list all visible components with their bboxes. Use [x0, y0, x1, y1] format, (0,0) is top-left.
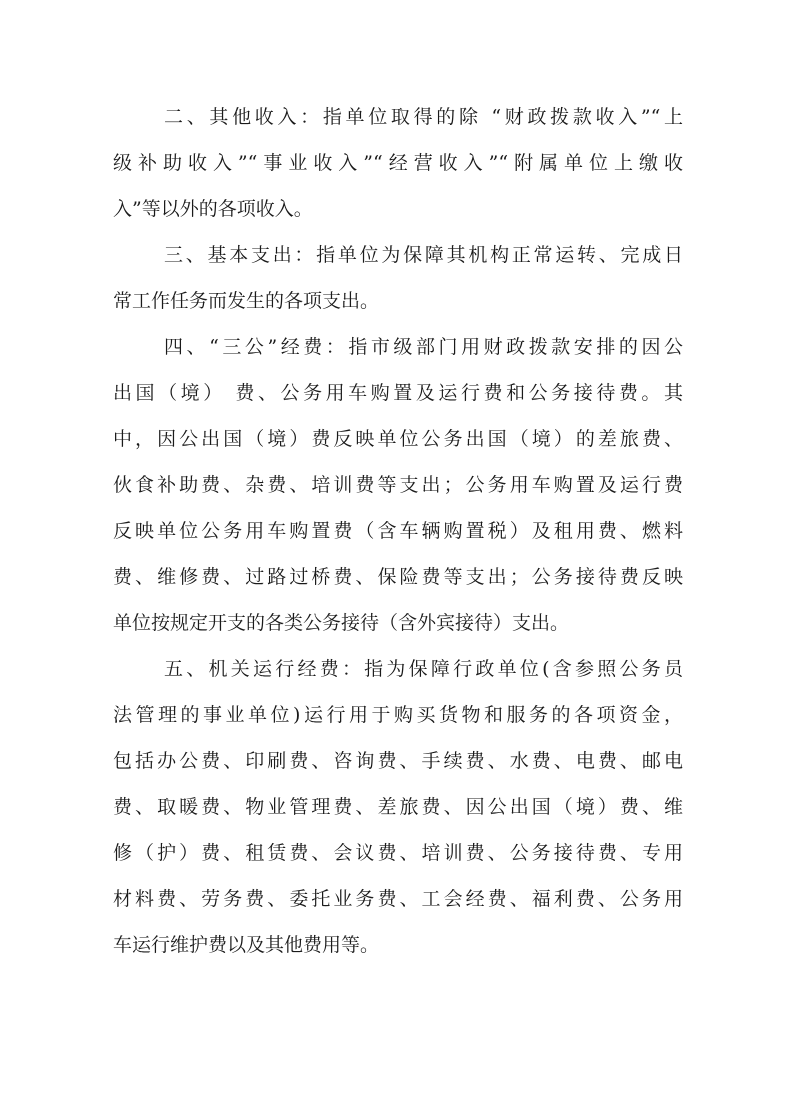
paragraph-operating-expenses-line-4: 费、取暖费、物业管理费、差旅费、因公出国（境）费、维	[113, 796, 683, 818]
paragraph-operating-expenses-line-1: 五、机关运行经费：指为保障行政单位(含参照公务员	[164, 658, 683, 680]
paragraph-three-public-expenses-line-4: 伙食补助费、杂费、培训费等支出；公务用车购置及运行费	[113, 474, 683, 496]
paragraph-three-public-expenses-line-7: 单位按规定开支的各类公务接待（含外宾接待）支出。	[113, 612, 570, 634]
paragraph-three-public-expenses-line-5: 反映单位公务用车购置费（含车辆购置税）及租用费、燃料	[113, 520, 683, 542]
paragraph-three-public-expenses-line-3: 中，因公出国（境）费反映单位公务出国（境）的差旅费、	[113, 428, 683, 450]
paragraph-operating-expenses-line-6: 材料费、劳务费、委托业务费、工会经费、福利费、公务用	[113, 888, 683, 910]
paragraph-three-public-expenses-line-1: 四、“三公”经费：指市级部门用财政拨款安排的因公	[164, 336, 683, 358]
paragraph-three-public-expenses-line-6: 费、维修费、过路过桥费、保险费等支出；公务接待费反映	[113, 566, 683, 588]
paragraph-operating-expenses-line-3: 包括办公费、印刷费、咨询费、手续费、水费、电费、邮电	[113, 750, 683, 772]
paragraph-basic-expenditure-line-1: 三、基本支出：指单位为保障其机构正常运转、完成日	[164, 244, 683, 266]
paragraph-operating-expenses-line-2: 法管理的事业单位)运行用于购买货物和服务的各项资金，	[113, 704, 683, 726]
paragraph-operating-expenses-line-5: 修（护）费、租赁费、会议费、培训费、公务接待费、专用	[113, 842, 683, 864]
paragraph-other-income-line-2: 级补助收入”“事业收入”“经营收入”“附属单位上缴收	[113, 152, 683, 174]
paragraph-operating-expenses-line-7: 车运行维护费以及其他费用等。	[113, 934, 380, 956]
paragraph-other-income-line-3: 入”等以外的各项收入。	[113, 198, 313, 220]
paragraph-other-income-line-1: 二、其他收入：指单位取得的除 “财政拨款收入”“上	[164, 106, 683, 128]
paragraph-three-public-expenses-line-2: 出国（境） 费、公务用车购置及运行费和公务接待费。其	[113, 382, 683, 404]
paragraph-basic-expenditure-line-2: 常工作任务而发生的各项支出。	[113, 290, 380, 312]
